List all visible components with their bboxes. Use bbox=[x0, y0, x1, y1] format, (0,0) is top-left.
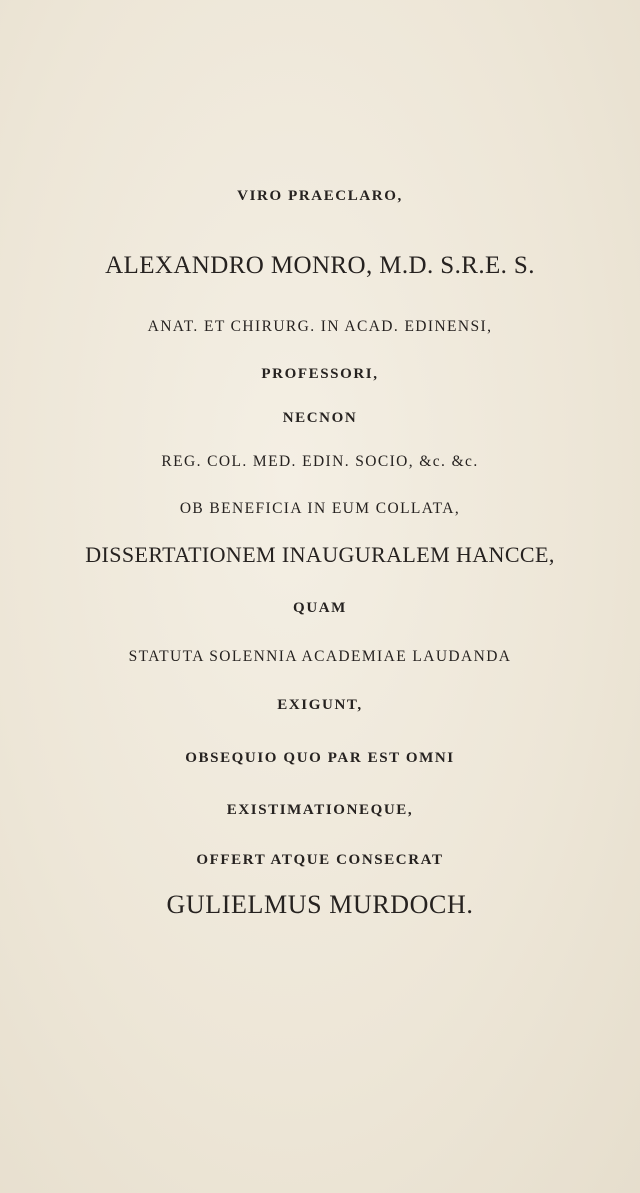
dedication-line-statuta: STATUTA SOLENNIA ACADEMIAE LAUDANDA bbox=[128, 648, 512, 665]
dedication-line-dissertationem: DISSERTATIONEM INAUGURALEM HANCCE, bbox=[85, 542, 555, 567]
dedication-line-author: GULIELMUS MURDOCH. bbox=[166, 890, 474, 919]
dedication-line-necnon: NECNON bbox=[282, 410, 358, 426]
dedication-line-professori: PROFESSORI, bbox=[261, 366, 379, 382]
dedication-line-existimatione: EXISTIMATIONEQUE, bbox=[226, 802, 414, 818]
dedication-line-beneficia: OB BENEFICIA IN EUM COLLATA, bbox=[179, 500, 461, 517]
dedication-line-obsequio: OBSEQUIO QUO PAR EST OMNI bbox=[185, 750, 455, 766]
dedication-line-name: ALEXANDRO MONRO, M.D. S.R.E. S. bbox=[105, 252, 535, 279]
dedication-line-anat: ANAT. ET CHIRURG. IN ACAD. EDINENSI, bbox=[147, 318, 493, 335]
dedication-line-viro: VIRO PRAECLARO, bbox=[237, 188, 403, 204]
dedication-line-quam: QUAM bbox=[293, 600, 347, 616]
dedication-line-exigunt: EXIGUNT, bbox=[277, 697, 363, 713]
dedication-line-offert: OFFERT ATQUE CONSECRAT bbox=[196, 852, 444, 868]
dedication-line-reg-col: REG. COL. MED. EDIN. SOCIO, &c. &c. bbox=[161, 453, 479, 470]
